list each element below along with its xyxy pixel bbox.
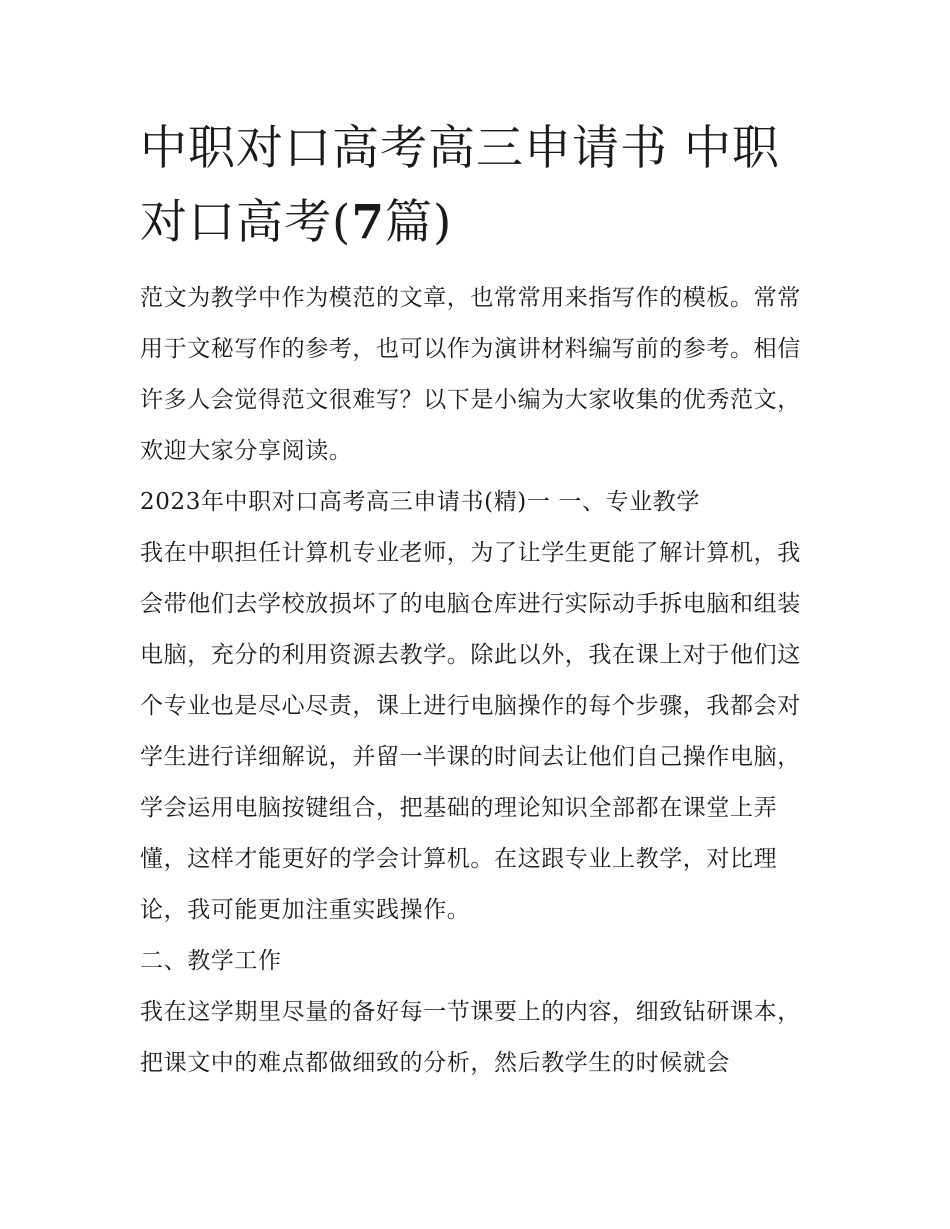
section-heading-work: 二、教学工作 xyxy=(140,948,282,974)
body-paragraph: 我在这学期里尽量的备好每一节课要上的内容，细致钻研课本，把课文中的难点都做细致的分析，然后教学生的时候就会 xyxy=(140,999,801,1076)
document-title xyxy=(140,112,820,260)
title-number: 7 xyxy=(351,195,386,250)
title-text-part2: 篇) xyxy=(385,195,453,250)
intro-paragraph: 范文为教学中作为模范的文章，也常常用来指写作的模板。常常用于文秘写作的参考，也可以作为演讲材料编写前的参考。相信许多人会觉得范文很难写？以下是小编为大家收集的优秀范文，欢迎大家分享阅读。 xyxy=(140,285,801,464)
body-paragraph: 我在中职担任计算机专业老师，为了让学生更能了解计算机，我会带他们去学校放损坏了的电脑仓库进行实际动手拆电脑和组装电脑，充分的利用资源去教学。除此以外，我在课上对于他们这个专业也是尽心尽责，课上进行电脑操作的每个步骤，我都会对学生进行详细解说，并留一半课的时间去让他们自己操作电脑，学会运用电脑按键组合，把基础的理论知识全部都在课堂上弄懂，这样才能更好的学会计算机。在这跟专业上教学，对比理论，我可能更加注重实践操作。 xyxy=(140,540,801,923)
section-heading-teaching: 2023年中职对口高考高三申请书(精)一 一、专业教学 xyxy=(140,489,700,515)
title-text-part1: 中职对口高考高三申请书 中职对口高考( xyxy=(140,121,780,250)
document-body xyxy=(140,112,820,1089)
